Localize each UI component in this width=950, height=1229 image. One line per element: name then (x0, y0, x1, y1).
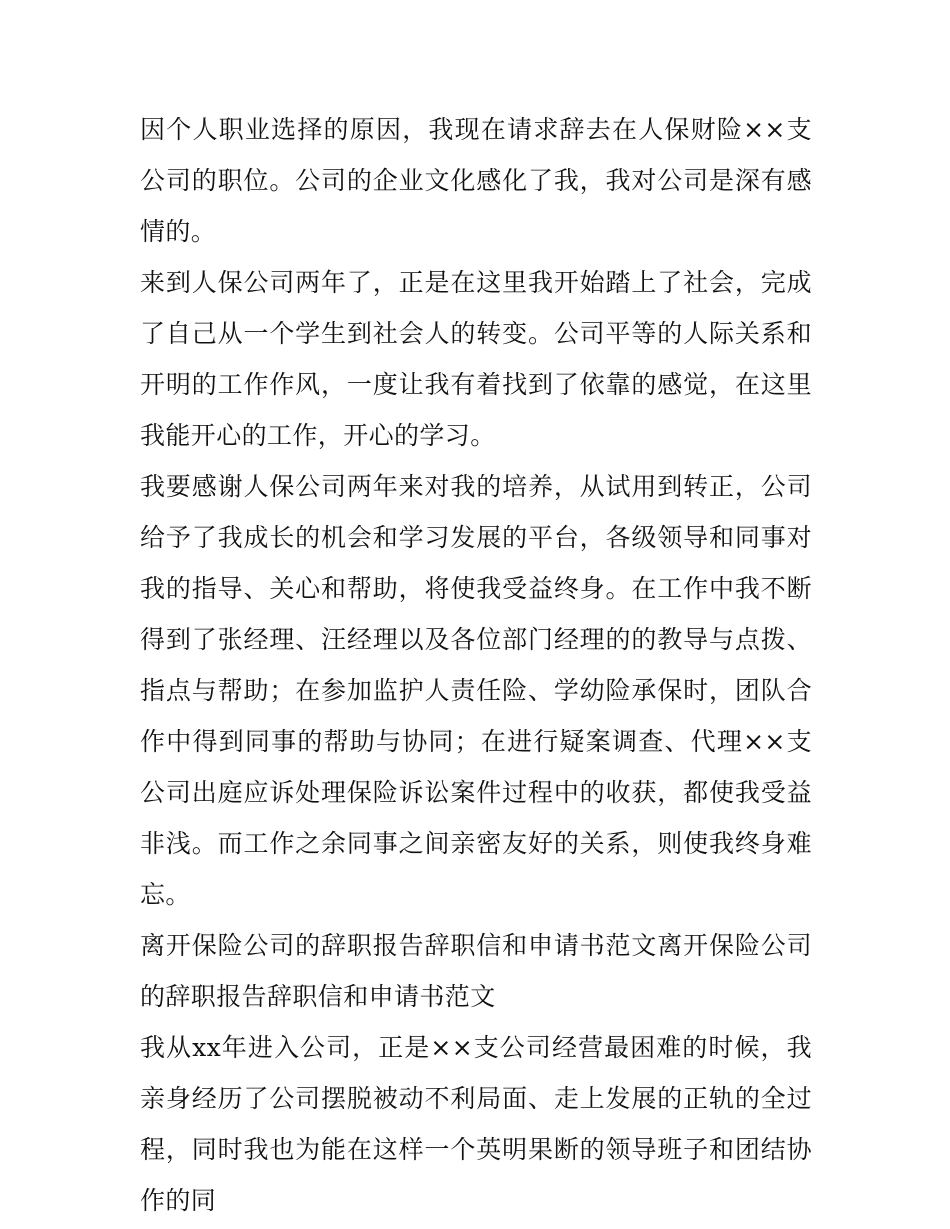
paragraph-gratitude: 我要感谢人保公司两年来对我的培养，从试用到转正，公司给予了我成长的机会和学习发展的平台，各级领导和同事对我的指导、关心和帮助，将使我受益终身。在工作中我不断得到了张经理、汪经理以及各位部门经理的的教导与点拨、指点与帮助；在参加监护人责任险、学幼险承保时，团队合作中得到同事的帮助与协同；在进行疑案调查、代理××支公司出庭应诉处理保险诉讼案件过程中的收获，都使我受益非浅。而工作之余同事之间亲密友好的关系，则使我终身难忘。 (140, 472, 812, 909)
paragraph-company-history: 我从xx年进入公司，正是××支公司经营最困难的时候，我亲身经历了公司摆脱被动不利局面、走上发展的正轨的全过程，同时我也为能在这样一个英明果断的领导班子和团结协作的同 (140, 1033, 812, 1215)
document-body (140, 104, 812, 1226)
paragraph-document-heading: 离开保险公司的辞职报告辞职信和申请书范文离开保险公司的辞职报告辞职信和申请书范文 (140, 931, 812, 1011)
paragraph-resignation-reason: 因个人职业选择的原因，我现在请求辞去在人保财险××支公司的职位。公司的企业文化感化了我，我对公司是深有感情的。 (140, 115, 812, 246)
paragraph-two-years-experience: 来到人保公司两年了，正是在这里我开始踏上了社会，完成了自己从一个学生到社会人的转变。公司平等的人际关系和开明的工作作风，一度让我有着找到了依靠的感觉，在这里我能开心的工作，开心的学习。 (140, 268, 812, 450)
